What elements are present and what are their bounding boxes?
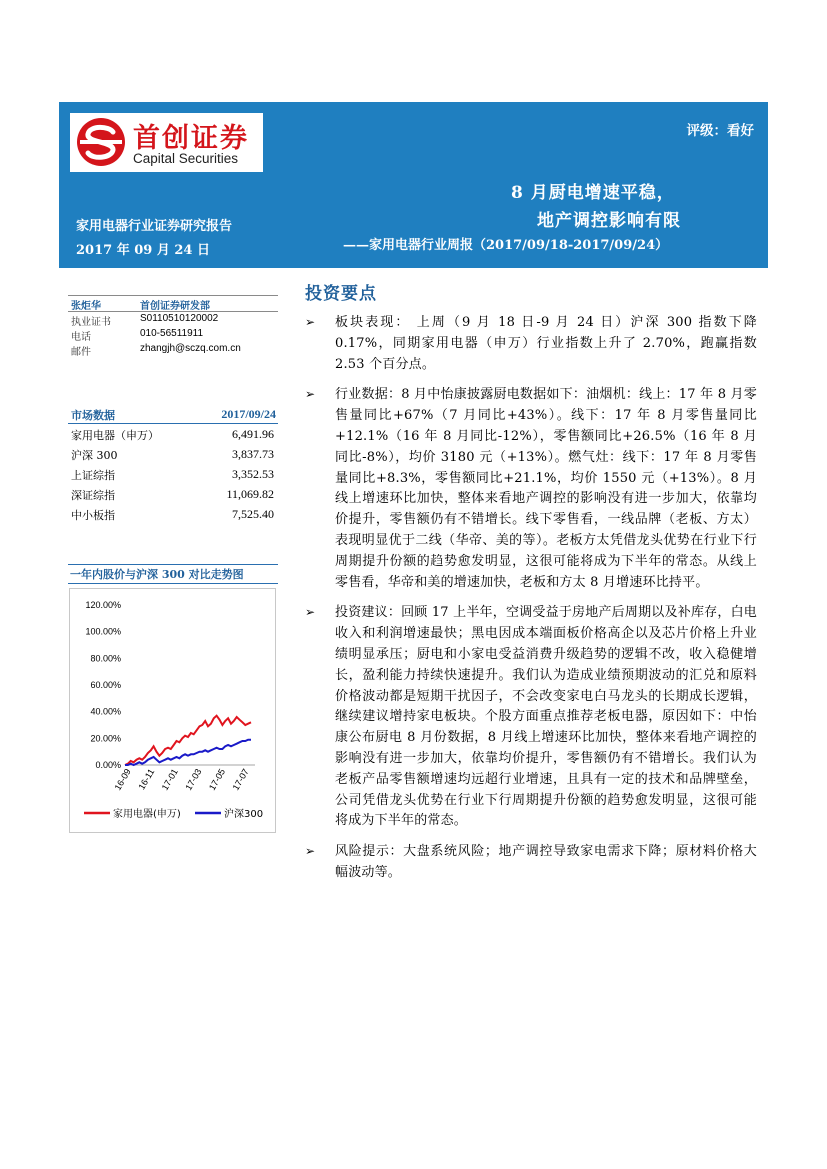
bullet-text: 行业数据：8 月中怡康披露厨电数据如下：油烟机：线上：17 年 8 月零售量同比+67%（7 月同比+43%）。线下：17 年 8 月零售量同比+12.1%（16 年 8 月同比-12%），零售额同比+26.5%（16 年 8 月同比-8%），均价 3180 元（+13%）。燃气灶：线下：17 年 8 月零售量同比+8.3%，零售额同比+21.1%，均价 1550 元（+13%）。8 月线上增速环比加快，整体来看地产调控的影响没有进一步加大，依靠均价提升，零售额仍有不错增长。线下零售看，一线品牌（老板、方太）表现明显优于二线（华帝、美的等）。老板方太凭借龙头优势在行业下行周期提升份额的趋势愈发明显，这很可能将成为下半年的常态。从线上零售看，华帝和美的增速加快，老板和方太 8 月增速环比持平。: [335, 387, 757, 590]
market-data-date: 2017/09/24: [221, 407, 276, 421]
analyst-row: [68, 327, 278, 342]
list-item: [305, 385, 757, 593]
x-tick-label: 17-03: [183, 767, 204, 792]
x-tick-label: 16-09: [112, 767, 133, 792]
analyst-row-label: 电话: [71, 332, 91, 343]
arrow-bullet-icon: ➢: [305, 605, 316, 620]
key-points-list: [305, 313, 757, 894]
bullet-text: 投资建议：回顾 17 上半年，空调受益于房地产后周期以及补库存，白电收入和利润增速最快；黑电因成本端面板价格高企以及芯片价格上升业绩明显承压；厨电和小家电受益消费升级趋势的逻辑不改，收入稳健增长，盈利能力持续快速提升。我们认为造成业绩预期波动的汇兑和原料价格波动都是短期干扰因子，不会改变家电白马龙头的长期成长逻辑，继续建议增持家电板块。个股方面重点推荐老板电器，原因如下：中怡康公布厨电 8 月份数据，8 月线上增速环比加快，整体来看地产调控的影响没有进一步加大，依靠均价提升，零售额仍有不错增长。我们认为老板产品零售额增速均远超行业增速，且具有一定的技术和品牌壁垒，公司凭借龙头优势在行业下行周期提升份额的趋势愈发明显，这很可能将成为下半年的常态。: [335, 605, 757, 829]
chart-svg: [70, 589, 275, 832]
market-row: [68, 504, 278, 524]
market-index-value: 6,491.96: [232, 427, 274, 441]
series-line-hs300: [125, 740, 251, 765]
market-row: [68, 464, 278, 484]
legend-label: 家用电器(申万): [113, 809, 181, 820]
bullet-text: 板块表现： 上周（9 月 18 日-9 月 24 日）沪深 300 指数下降 0.17%，同期家用电器（申万）行业指数上升了 2.70%，跑赢指数 2.53 个百分点。: [335, 315, 757, 372]
market-index-name: 沪深 300: [71, 449, 118, 462]
y-tick-label: 20.00%: [90, 733, 121, 744]
analyst-info: [68, 295, 278, 357]
analyst-name: 张炬华: [71, 301, 101, 312]
analyst-row-label: 执业证书: [71, 317, 111, 328]
report-title-line2: 地产调控影响有限: [537, 211, 681, 231]
market-index-name: 深证综指: [71, 489, 115, 502]
report-banner: [59, 102, 768, 268]
market-index-value: 3,352.53: [232, 467, 274, 481]
market-index-value: 11,069.82: [226, 487, 274, 501]
arrow-bullet-icon: ➢: [305, 387, 316, 402]
analyst-row-value: S0110510120002: [140, 313, 219, 324]
analyst-header-row: [68, 295, 278, 312]
market-index-name: 上证综指: [71, 469, 115, 482]
report-type: 家用电器行业证券研究报告: [76, 219, 233, 234]
arrow-bullet-icon: ➢: [305, 315, 316, 329]
market-data-title: 市场数据: [71, 409, 115, 422]
logo-chinese-name: 首创证券: [133, 123, 249, 154]
legend-label: 沪深300: [224, 809, 264, 820]
logo-english-name: Capital Securities: [133, 151, 239, 166]
y-tick-label: 40.00%: [90, 706, 121, 717]
chart-title: 一年内股价与沪深 300 对比走势图: [70, 568, 244, 581]
analyst-row: [68, 312, 278, 327]
rating-label: 评级：看好: [686, 123, 754, 139]
x-tick-label: 16-11: [136, 767, 157, 792]
analyst-row-label: 邮件: [71, 347, 91, 358]
list-item: [305, 313, 757, 375]
market-row: [68, 444, 278, 464]
report-date: 2017 年 09 月 24 日: [76, 243, 210, 258]
analyst-dept: 首创证券研发部: [140, 301, 210, 312]
list-item: [305, 603, 757, 832]
market-index-name: 中小板指: [71, 509, 115, 522]
x-tick-label: 17-05: [206, 767, 228, 792]
y-tick-label: 100.00%: [85, 626, 121, 637]
analyst-email[interactable]: zhangjh@sczq.com.cn: [140, 343, 241, 354]
market-row: [68, 424, 278, 444]
y-tick-label: 0.00%: [95, 760, 121, 770]
series-line-home-appliance: [125, 716, 251, 765]
report-subtitle: ——家用电器行业周报（2017/09/18-2017/09/24）: [343, 238, 669, 253]
price-comparison-chart: [69, 588, 276, 833]
logo-s-mark-icon: [76, 117, 126, 167]
chart-title-bar: [68, 564, 278, 584]
list-item: [305, 842, 757, 884]
x-tick-label: 17-01: [159, 767, 180, 792]
y-tick-label: 120.00%: [85, 600, 121, 610]
arrow-bullet-icon: ➢: [305, 844, 316, 859]
analyst-row-value: 010-56511911: [140, 328, 204, 339]
market-index-name: 家用电器（申万）: [71, 429, 159, 442]
market-row: [68, 484, 278, 504]
y-tick-label: 60.00%: [90, 680, 121, 690]
market-data-table: [68, 406, 278, 524]
x-tick-label: 17-07: [230, 767, 251, 792]
bullet-text: 风险提示：大盘系统风险；地产调控导致家电需求下降；原材料价格大幅波动等。: [335, 844, 757, 880]
company-logo: [70, 113, 263, 172]
report-title-line1: 8 月厨电增速平稳，: [511, 183, 675, 203]
market-data-header: [68, 406, 278, 424]
market-index-value: 3,837.73: [232, 447, 274, 461]
market-index-value: 7,525.40: [232, 507, 274, 521]
analyst-row: [68, 342, 278, 357]
section-title: 投资要点: [305, 284, 377, 304]
y-tick-label: 80.00%: [90, 653, 121, 664]
